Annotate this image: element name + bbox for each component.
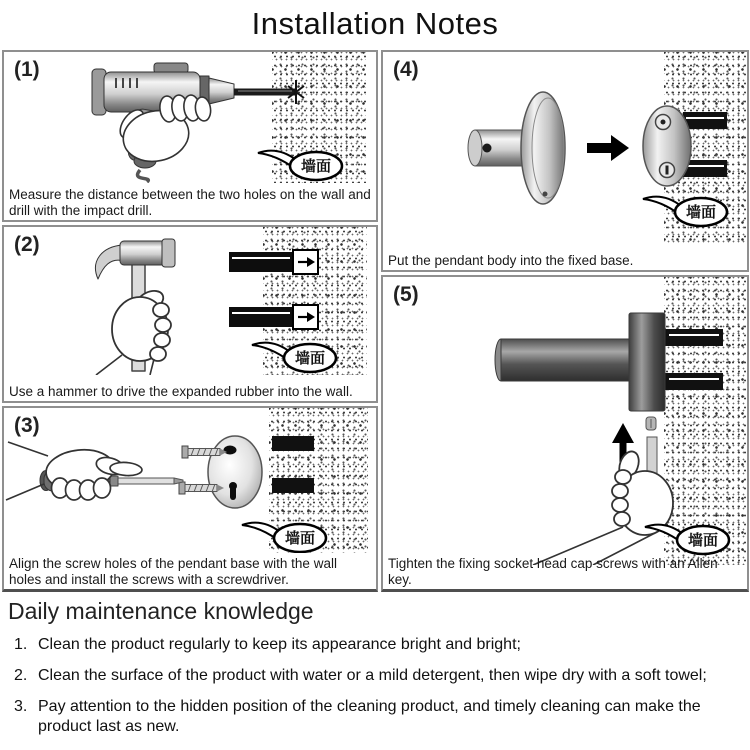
- wall-label-bubble: [242, 523, 326, 552]
- step-4-number: (4): [393, 58, 419, 81]
- screwdriver-illustration: [4, 408, 376, 553]
- step-3-number: (3): [14, 414, 40, 437]
- step-2-caption: Use a hammer to drive the expanded rubber into the wall.: [9, 384, 353, 400]
- hammer-illustration: [4, 227, 376, 375]
- step-1-caption: Measure the distance between the two holes on the wall and drill with the impact drill.: [9, 187, 371, 219]
- set-screw: [646, 417, 656, 430]
- step-2-number: (2): [14, 233, 40, 256]
- expansion-plug: [665, 329, 723, 390]
- wall-label: 墙面: [300, 158, 332, 175]
- item-number: 1.: [14, 636, 28, 653]
- step-1-number: (1): [14, 58, 40, 81]
- expansion-plug: [229, 250, 318, 274]
- pendant-body-illustration: [383, 52, 747, 244]
- wall-label-bubble: [643, 197, 727, 226]
- item-text: Pay attention to the hidden position of the cleaning product, and timely cleaning can make the product last as new.: [38, 697, 701, 736]
- item-number: 2.: [14, 666, 28, 684]
- wall-label: 墙面: [294, 350, 326, 367]
- maintenance-item: [14, 635, 744, 656]
- wall-label-bubble: [645, 525, 729, 554]
- impact-drill-illustration: [4, 52, 376, 183]
- hammer-icon: [95, 239, 175, 375]
- maintenance-item: [14, 666, 744, 687]
- step-4-caption: Put the pendant body into the fixed base.: [388, 253, 634, 269]
- item-text: Clean the surface of the product with water or a mild detergent, then wipe dry with a soft towel;: [38, 666, 707, 684]
- maintenance-item: [14, 697, 744, 739]
- hand: [6, 442, 142, 500]
- page-title: Installation Notes: [251, 6, 499, 41]
- expansion-plug: [272, 436, 314, 451]
- mounted-pendant: [495, 313, 665, 411]
- item-number: 3.: [14, 697, 28, 715]
- screwdriver-icon: [6, 442, 183, 500]
- pendant-base: [208, 436, 262, 508]
- expansion-plug: [272, 478, 314, 493]
- impact-drill-icon: [92, 63, 304, 182]
- wall-label: 墙面: [685, 204, 717, 221]
- wall-label-bubble: [258, 151, 342, 180]
- maintenance-section: [8, 598, 744, 748]
- fixed-base: [643, 106, 691, 186]
- maintenance-heading: Daily maintenance knowledge: [8, 598, 314, 624]
- allen-key-illustration: [383, 277, 747, 565]
- step-5-caption: Tighten the fixing socket head cap screws with an Allen key.: [388, 556, 718, 588]
- step-panel-2: [2, 225, 378, 403]
- step-panel-4: [381, 50, 749, 272]
- wall-label-bubble: [252, 343, 336, 372]
- step-panel-5: [381, 275, 749, 592]
- right-arrow-icon: [587, 135, 629, 161]
- wall-label: 墙面: [284, 530, 316, 547]
- expansion-plug: [229, 305, 318, 329]
- step-5-number: (5): [393, 283, 419, 306]
- step-panel-3: [2, 406, 378, 592]
- item-text: Clean the product regularly to keep its appearance bright and bright;: [38, 636, 521, 653]
- wall-label: 墙面: [687, 532, 719, 549]
- step-panel-1: [2, 50, 378, 222]
- step-3-caption: Align the screw holes of the pendant base with the wall holes and install the screws with a screwdriver.: [9, 556, 337, 588]
- pendant-body-icon: [468, 92, 565, 204]
